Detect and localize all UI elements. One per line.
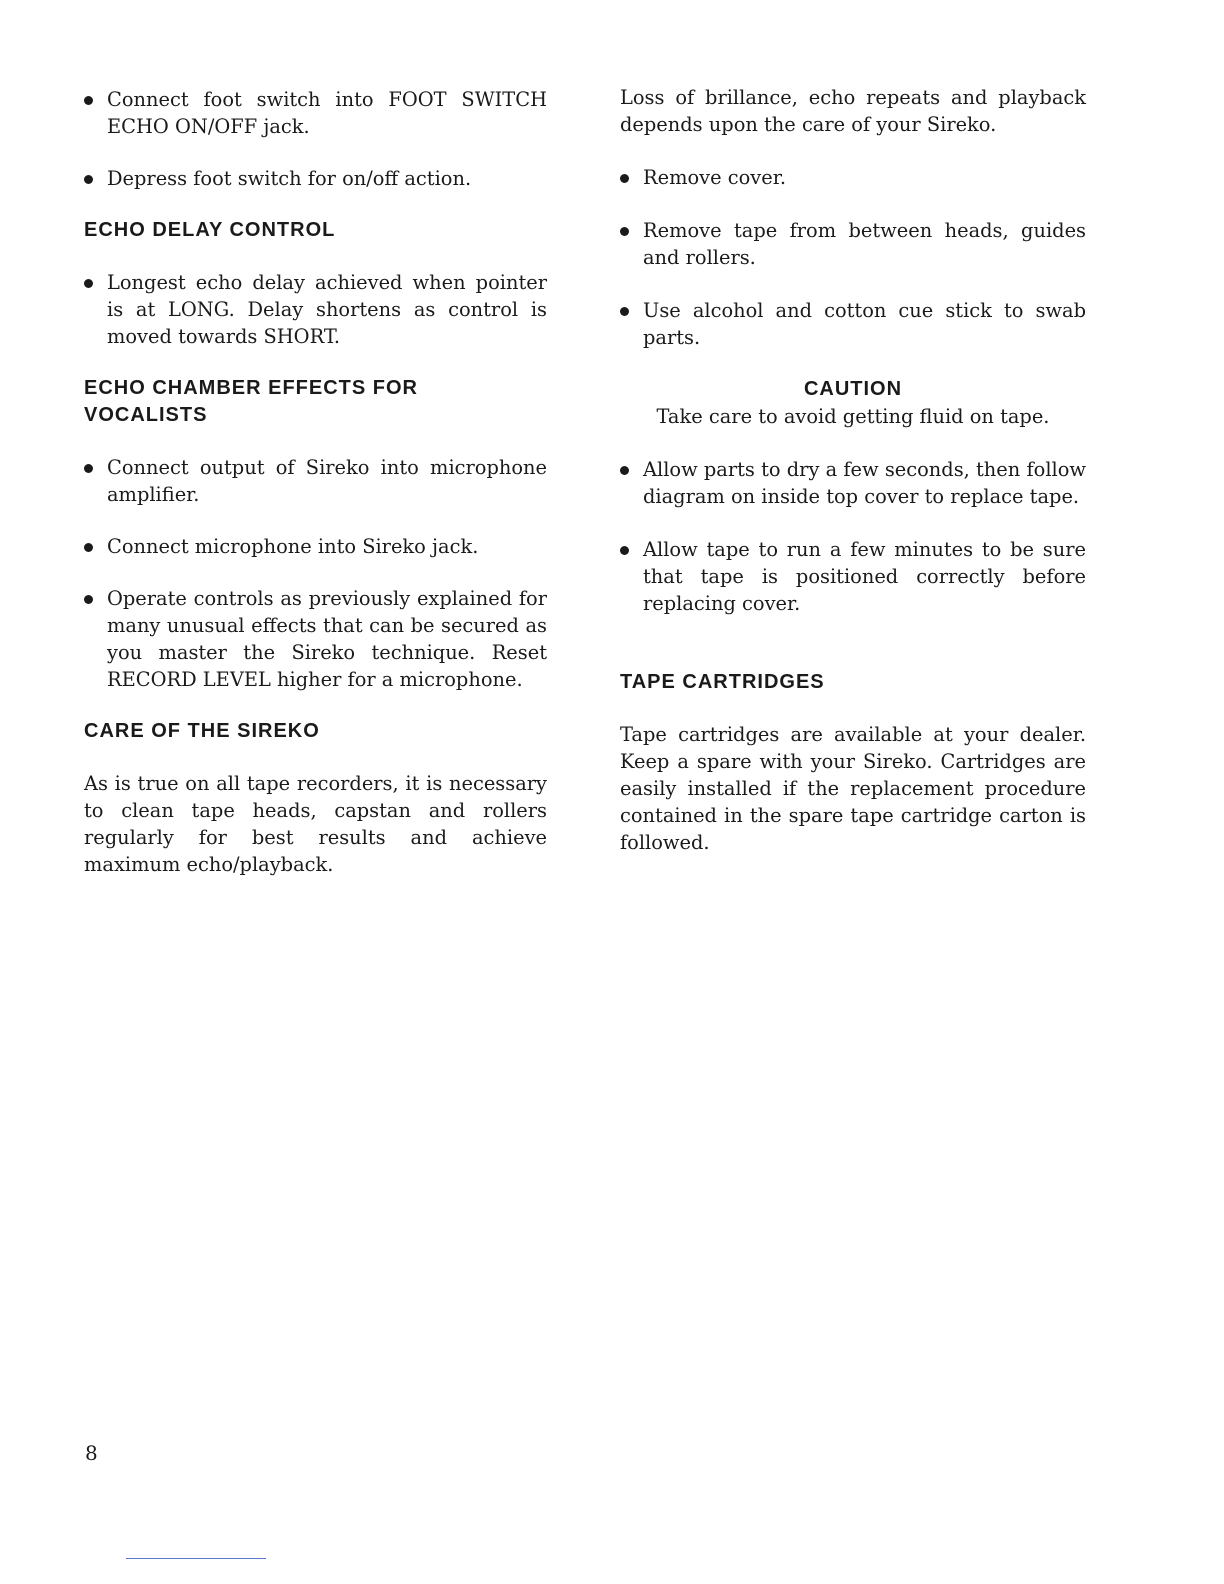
heading-care-of-sireko: CARE OF THE SIREKO <box>84 720 320 742</box>
left-column <box>84 84 547 878</box>
bullet-remove-cover: Remove cover. <box>620 164 1086 191</box>
heading-caution: CAUTION <box>803 378 903 400</box>
page-number: 8 <box>85 1441 98 1465</box>
paragraph-cleaning: As is true on all tape recorders, it is necessary to clean tape heads, capstan and rollers regularly for best results and achieve maximum echo/playback. <box>84 772 547 876</box>
caution-text: Take care to avoid getting fluid on tape. <box>656 405 1050 428</box>
bullet-foot-switch-depress: Depress foot switch for on/off action. <box>84 165 547 192</box>
heading-echo-delay-control: ECHO DELAY CONTROL <box>84 219 336 241</box>
bullet-remove-tape: Remove tape from between heads, guides and rollers. <box>620 217 1086 271</box>
footer-rule <box>126 1558 266 1559</box>
bullet-echo-delay: Longest echo delay achieved when pointer is at LONG. Delay shortens as control is moved towards SHORT. <box>84 269 547 350</box>
bullet-swab-parts: Use alcohol and cotton cue stick to swab parts. <box>620 297 1086 351</box>
right-column <box>620 84 1086 856</box>
bullet-connect-output: Connect output of Sireko into microphone amplifier. <box>84 454 547 508</box>
bullet-allow-dry: Allow parts to dry a few seconds, then follow diagram on inside top cover to replace tape. <box>620 456 1086 510</box>
paragraph-tape-cartridges: Tape cartridges are available at your dealer. Keep a spare with your Sireko. Cartridges are easily installed if the replacement procedure contained in the spare tape cartridge carton is followed. <box>620 723 1086 854</box>
heading-echo-chamber-effects: ECHO CHAMBER EFFECTS FOR VOCALISTS <box>84 377 418 426</box>
bullet-allow-tape-run: Allow tape to run a few minutes to be sure that tape is positioned correctly before replacing cover. <box>620 536 1086 617</box>
heading-tape-cartridges: TAPE CARTRIDGES <box>620 671 825 693</box>
paragraph-loss-of-brillance: Loss of brillance, echo repeats and playback depends upon the care of your Sireko. <box>620 86 1086 136</box>
bullet-connect-microphone: Connect microphone into Sireko jack. <box>84 533 547 560</box>
bullet-operate-controls: Operate controls as previously explained for many unusual effects that can be secured as you master the Sireko technique. Reset RECORD LEVEL higher for a microphone. <box>84 585 547 693</box>
bullet-foot-switch-connect: Connect foot switch into FOOT SWITCH ECHO ON/OFF jack. <box>84 86 547 140</box>
